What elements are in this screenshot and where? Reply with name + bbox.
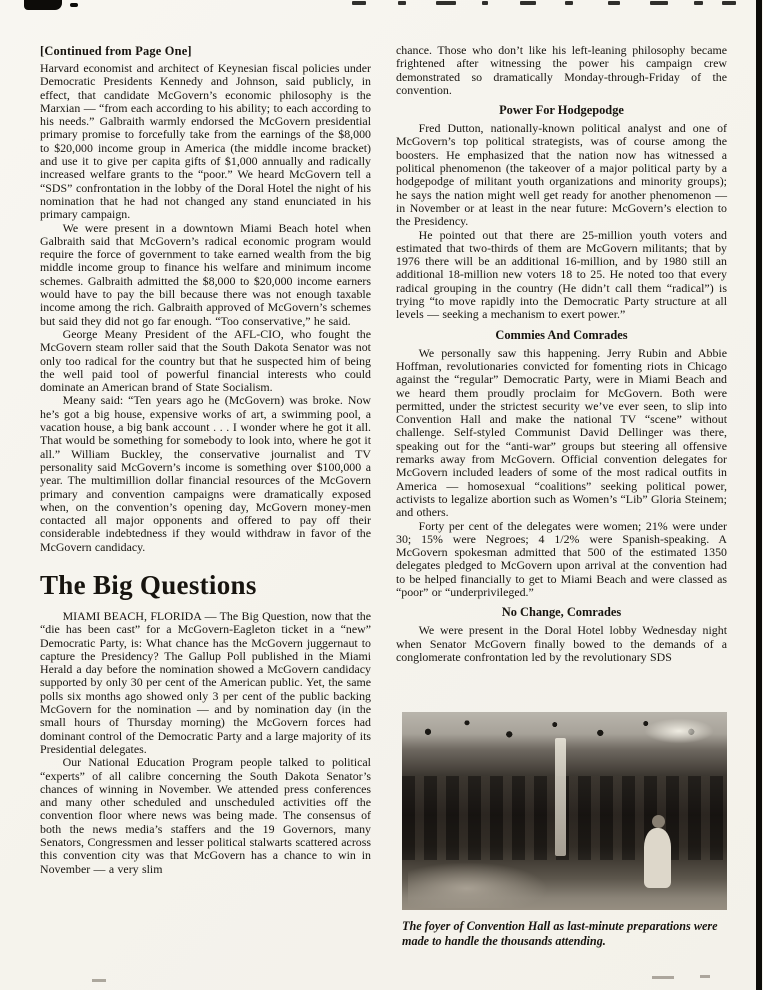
photo-light-highlight — [643, 718, 715, 744]
scan-artifact — [608, 1, 620, 5]
article-headline: The Big Questions — [40, 569, 257, 600]
convention-foyer-photo — [402, 712, 727, 910]
scan-artifact — [652, 976, 674, 979]
paragraph: We were present in a downtown Miami Beach hotel when Galbraith said that McGovern’s radical economic program would require the force of government to take earned wealth from the big middle income group to finance his welfare and minimum income schemes. Galbraith admitted the $8,000 to $20,000 income earners would have to pay the bill because there was not enough taxable income among the rich. Galbraith approved of McGovern’s schemes but said they did not go far enough. “Too conservative,” he said. — [40, 220, 371, 328]
section-commies-and-comrades — [396, 328, 727, 600]
section-power-for-hodgepodge — [396, 103, 727, 321]
scan-artifact — [398, 1, 406, 5]
paragraph: We were present in the Doral Hotel lobby Wednesday night when Senator McGovern finally bowed to the demands of a conglomerate confrontation led by the revolutionary SDS — [396, 623, 727, 664]
photo-floor-luggage — [408, 862, 548, 908]
paragraph: Forty per cent of the delegates were women; 21% were under 30; 15% were Negroes; 4 1/2% were Spanish-speaking. A McGovern spokesman admitted that 500 of the estimated 1350 delegates pledged to McGovern upon arrival at the convention had to be helped financially to get to Miami Beach and were classed as “poor” or “underprivileged.” — [396, 518, 727, 599]
scan-artifact — [70, 3, 78, 7]
paragraph: He pointed out that there are 25-million youth voters and estimated that two-thirds of them are McGovern militants; that by 1976 there will be an additional 16-million, and by 1980 still an additional 18-million new voters 18 to 25. He noted too that every radical grouping in the country (He didn’t call them “radical”) is trying “to move rapidly into the Democratic Party structure at all levels — seeking a mechanism to exert power.” — [396, 227, 727, 322]
section-no-change-comrades — [396, 605, 727, 664]
scan-artifact — [92, 979, 106, 982]
scan-artifact — [352, 1, 366, 5]
scan-artifact — [700, 975, 710, 978]
photo-person-in-white — [644, 828, 671, 888]
paragraph: Harvard economist and architect of Keynesian fiscal policies under Democratic Presidents Kennedy and Johnson, said publicly, in effect, that candidate McGovern’s economic philosophy is the Marxian — “from each according to his ability; to each according to his needs.” Galbraith warmly endorsed the McGovern presidential primary promise to forcefully take from the earnings of the $8,000 to $20,000 income group in America (the middle income bracket) and use it to give per capita gifts of $1,000 annually and radically increased welfare grants to the “poor.” We heard McGovern tell a “SDS” confrontation in the lobby of the Doral Hotel the night of his nomination that he had not changed any stand enunciated in his primary campaign. — [40, 61, 371, 222]
paragraph: chance. Those who don’t like his left-leaning philosophy became frightened after witnessing the power his campaign crew demonstrated so dramatically Monday-through-Friday of the convention. — [396, 43, 727, 97]
scan-artifact — [436, 1, 456, 5]
scan-artifact — [565, 1, 573, 5]
paragraph: MIAMI BEACH, FLORIDA — The Big Question, now that the “die has been cast” for a McGovern-Eagleton ticket in a “new” Democratic Party, is: What chance has the McGovern juggernaut to capture the Presidency? The Gallup Poll published in the Miami Herald a day before the nomination showed a McGovern candidacy supported by only 30 per cent of the American public. Yet, the same polls six months ago showed only 3 per cent of the public backing McGovern for the nomination — and by nomination day (in the small hours of Thursday morning) the McGovern forces had dominant control of the Democratic Party and a large majority of its Presidential delegates. — [40, 608, 371, 756]
scan-artifact — [722, 1, 736, 5]
section-heading: Commies And Comrades — [495, 327, 628, 342]
paragraph: We personally saw this happening. Jerry Rubin and Abbie Hoffman, revolutionaries convicted for fomenting riots in Chicago against the “regular” Democratic Party, were in Miami Beach and we heard them proudly proclaim for McGovern. Both were permitted, under the strictest security we’ve ever seen, to slip into Convention Hall and make the national TV “scene” without challenge. Self-styled Communist David Dellinger was there, speaking out for the “anti-war” groups but steering all offensive remarks away from McGovern. Official convention delegates for McGovern included leaders of some of the most radical outfits in America — homosexual “coalitions” seeking political power, activists to legalize abortion such as Women’s “Lib” Gloria Steinem; and others. — [396, 345, 727, 520]
scan-artifact — [520, 1, 536, 5]
scan-artifact — [482, 1, 488, 5]
paragraph: Our National Education Program people talked to political “experts” of all calibre concerning the South Dakota Senator’s chances of winning in November. We attended press conferences and many other scheduled and unscheduled activities off the convention floor where news was being made. The consensus of both the news media’s staffers and the 19 Governors, many Senators, Congressmen and lesser political stalwarts scattered across this convention city was that McGovern has a chance to win in November — a very slim — [40, 755, 371, 876]
scan-artifact — [24, 0, 62, 10]
photo-figure — [402, 712, 727, 948]
left-column — [40, 44, 371, 948]
section-heading: No Change, Comrades — [501, 605, 622, 620]
scan-artifact — [650, 1, 668, 5]
photo-caption: The foyer of Convention Hall as last-minute preparations were made to handle the thousands attending. — [402, 919, 718, 948]
paragraph: George Meany President of the AFL-CIO, who fought the McGovern steam roller said that the South Dakota Senator was not only too radical for the country but that he suspected him of being the well paid tool of powerful financial interests who could dominate an American brand of State Socialism. — [40, 326, 371, 395]
scan-artifact — [694, 1, 703, 5]
right-column — [396, 44, 727, 948]
scan-artifact — [756, 0, 762, 990]
continued-from-header: [Continued from Page One] — [40, 44, 192, 58]
paragraph: Meany said: “Ten years ago he (McGovern) was broke. Now he’s got a big house, expensive works of art, a swimming pool, a vacation house, a big bank account . . . I wonder where he got it all. That would be something for somebody to look into, where he got it all.” William Buckley, the conservative journalist and TV personality said McGovern’s income is something over $100,000 a year. The multimillion dollar financial resources of the McGovern primary and convention campaigns were dramatically exposed when, on the convention’s opening day, McGovern money-men contacted all major opponents and offered to pay off their considerable indebtedness if they would withdraw in favor of the McGovern candidacy. — [40, 393, 371, 554]
section-heading: Power For Hodgepodge — [499, 103, 624, 118]
photo-pillar-highlight — [555, 738, 566, 856]
paragraph: Fred Dutton, nationally-known political analyst and one of McGovern’s top political strategists, was of course among the boosters. He emphasized that the nation now has witnessed a political phenomenon (the takeover of a major political party by a hodgepodge of militant youth organizations and minority groups); he says the nation might well get ready for another phenomenon — in November or at least in the near future: McGovern’s election to the Presidency. — [396, 121, 727, 229]
